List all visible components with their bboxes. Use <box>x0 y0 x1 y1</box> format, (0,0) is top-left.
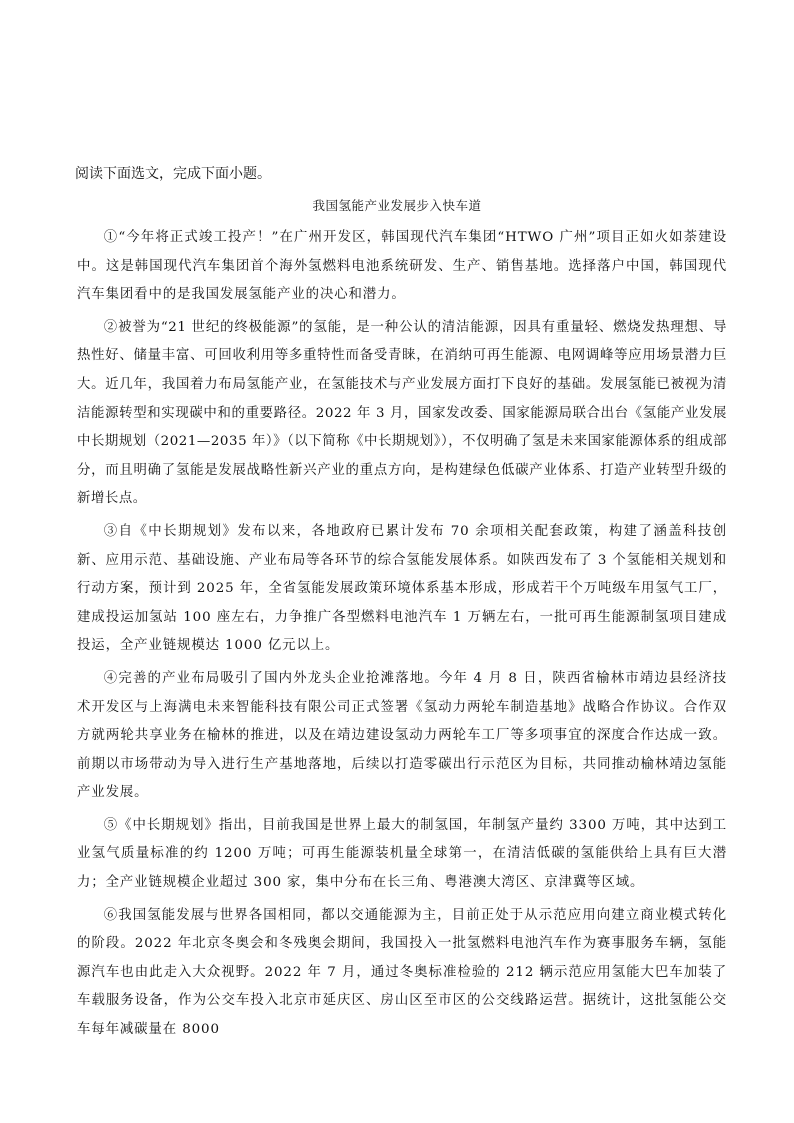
article-paragraph-5: ⑤《中长期规划》指出，目前我国是世界上最大的制氢国，年制氢产量约 3300 万吨，其中达到工业氢气质量标准的约 1200 万吨；可再生能源装机量全球第一，在清洁低碳的氢能供给上具有巨大潜力；全产业链规模企业超过 300 家，集中分布在长三角、粤港澳大湾区、京津冀等区域。 <box>77 817 727 891</box>
article-paragraph-1: ①“今年将正式竣工投产！”在广州开发区，韩国现代汽车集团“HTWO 广州”项目正如火如荼建设中。这是韩国现代汽车集团首个海外氢燃料电池系统研发、生产、销售基地。选择落户中国，韩国现代汽车集团看中的是我国发展氢能产业的决心和潜力。 <box>77 230 727 303</box>
article-paragraph-3: ③自《中长期规划》发布以来，各地政府已累计发布 70 余项相关配套政策，构建了涵盖科技创新、应用示范、基础设施、产业布局等各环节的综合氢能发展体系。如陕西发布了 3 个氢能相关规划和行动方案，预计到 2025 年，全省氢能发展政策环境体系基本形成，形成若干个万吨级车用氢气工厂，建成投运加氢站 100 座左右，力争推广各型燃料电池汽车 1 万辆左右，一批可再生能源制氢项目建成投运，全产业链规模达 1000 亿元以上。 <box>77 523 727 654</box>
reading-instruction: 阅读下面选文，完成下面小题。 <box>75 166 271 182</box>
article-title: 我国氢能产业发展步入快车道 <box>312 198 482 213</box>
article-body <box>77 224 727 1049</box>
article-paragraph-2: ②被誉为“21 世纪的终极能源”的氢能，是一种公认的清洁能源，因具有重量轻、燃烧发热理想、导热性好、储量丰富、可回收利用等多重特性而备受青睐，在消纳可再生能源、电网调峰等应用场景潜力巨大。近几年，我国着力布局氢能产业，在氢能技术与产业发展方面打下良好的基础。发展氢能已被视为清洁能源转型和实现碳中和的重要路径。2022 年 3 月，国家发改委、国家能源局联合出台《氢能产业发展中长期规划（2021—2035 年）》（以下简称《中长期规划》），不仅明确了氢是未来国家能源体系的组成部分，而且明确了氢能是发展战略性新兴产业的重点方向，是构建绿色低碳产业体系、打造产业转型升级的新增长点。 <box>77 319 728 507</box>
article-paragraph-4: ④完善的产业布局吸引了国内外龙头企业抢滩落地。今年 4 月 8 日，陕西省榆林市靖边县经济技术开发区与上海满电未来智能科技有限公司正式签署《氢动力两轮车制造基地》战略合作协议。合作双方就两轮共享业务在榆林的推进，以及在靖边建设氢动力两轮车工厂等多项事宜的深度合作达成一致。前期以市场带动为导入进行生产基地落地，后续以打造零碳出行示范区为目标，共同推动榆林靖边氢能产业发展。 <box>77 670 727 801</box>
article-paragraph-6: ⑥我国氢能发展与世界各国相同，都以交通能源为主，目前正处于从示范应用向建立商业模式转化的阶段。2022 年北京冬奥会和冬残奥会期间，我国投入一批氢燃料电池汽车作为赛事服务车辆，氢能源汽车也由此走入大众视野。2022 年 7 月，通过冬奥标准检验的 212 辆示范应用氢能大巴车加装了车载服务设备，作为公交车投入北京市延庆区、房山区至市区的公交线路运营。据统计，这批氢能公交车每年减碳量在 8000 <box>77 907 727 1038</box>
